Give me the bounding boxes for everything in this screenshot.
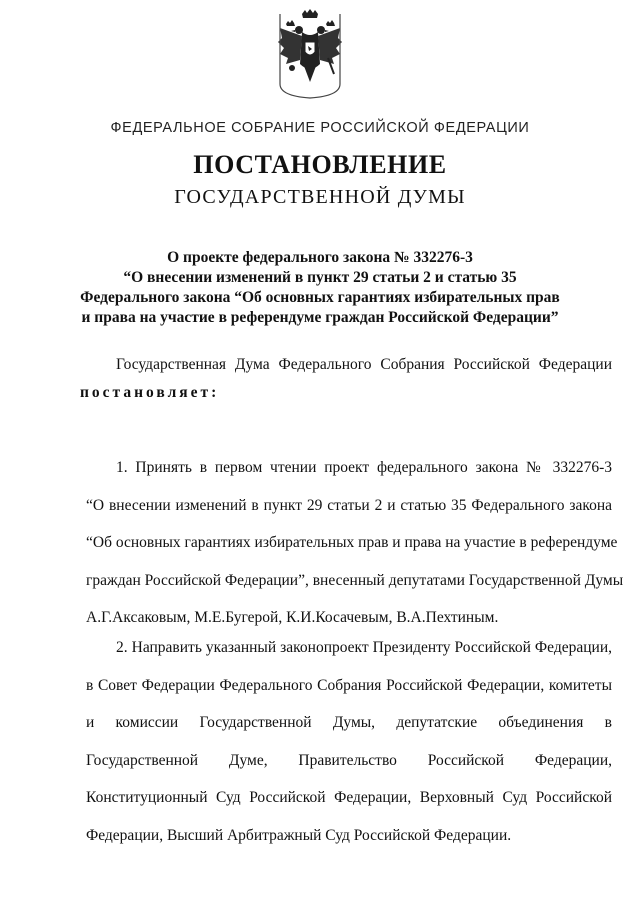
preamble	[80, 355, 612, 403]
item2-line: и комиссии Государственной Думы, депутатские объединения в	[86, 714, 612, 731]
law-title-line: О проекте федерального закона № 332276-3	[167, 249, 473, 266]
item-2	[86, 629, 612, 854]
item2-line: Государственной Думе, Правительство Российской Федерации,	[86, 751, 612, 769]
item2-line: 2. Направить указанный законопроект Президенту Российской Федерации,	[116, 639, 612, 656]
item2-line: Конституционный Суд Российской Федерации, Верховный Суд Российской	[86, 789, 612, 806]
law-title-line: “О внесении изменений в пункт 29 статьи 2 и статью 35	[123, 269, 517, 286]
item-1	[86, 449, 624, 637]
item1-line: А.Г.Аксаковым, М.Е.Бугерой, К.И.Косачевым, В.А.Пехтиным.	[86, 609, 499, 626]
preamble-line: Государственная Дума Федерального Собрания Российской Федерации	[116, 356, 612, 373]
law-title-line: и права на участие в референдуме граждан Российской Федерации”	[81, 309, 559, 326]
law-title-line: Федерального закона “Об основных гарантиях избирательных прав	[80, 289, 560, 306]
item2-line: Федерации, Высший Арбитражный Суд Российской Федерации.	[86, 826, 512, 844]
item2-line: в Совет Федерации Федерального Собрания Российской Федерации, комитеты	[86, 676, 612, 694]
parliament-name: ФЕДЕРАЛЬНОЕ СОБРАНИЕ РОССИЙСКОЙ ФЕДЕРАЦИИ	[110, 120, 530, 136]
russian-coat-of-arms-icon	[272, 8, 348, 100]
item1-line: 1. Принять в первом чтении проект федерального закона № 332276-3	[116, 459, 612, 476]
item1-line: “Об основных гарантиях избирательных прав и права на участие в референдуме	[86, 534, 618, 551]
document-subtitle: ГОСУДАРСТВЕННОЙ ДУМЫ	[174, 186, 466, 208]
law-title	[60, 248, 580, 328]
item1-line: граждан Российской Федерации”, внесенный депутатами Государственной Думы	[86, 571, 624, 589]
item1-line: “О внесении изменений в пункт 29 статьи 2 и статью 35 Федерального закона	[86, 496, 612, 514]
document-title: ПОСТАНОВЛЕНИЕ	[193, 150, 447, 179]
preamble-verb: постановляет:	[80, 384, 220, 401]
